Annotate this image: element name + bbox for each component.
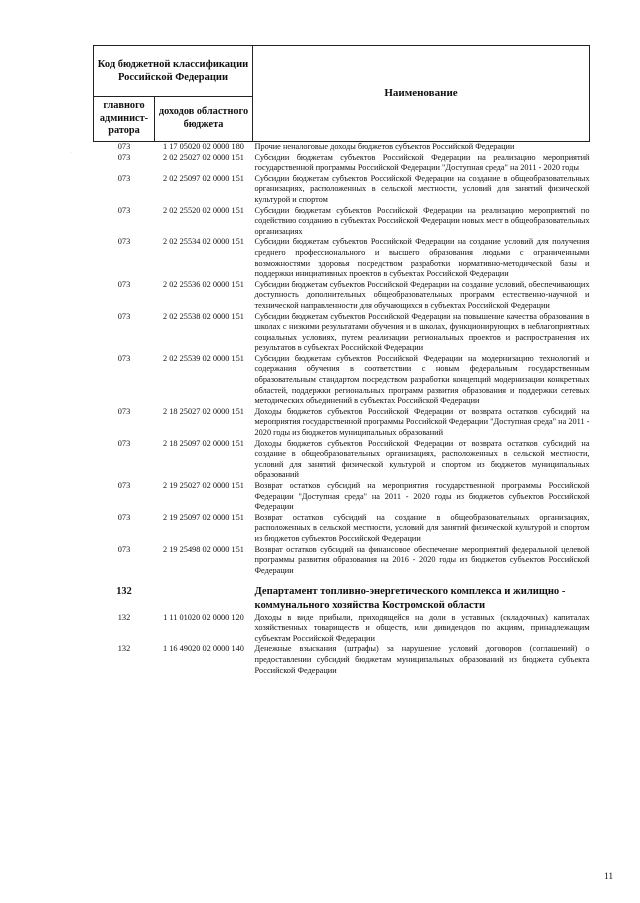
row-name: Прочие неналоговые доходы бюджетов субъектов Российской Федерации	[254, 142, 515, 151]
income-code: 2 02 25520 02 0000 151	[163, 205, 244, 215]
table-header	[94, 46, 590, 142]
income-code: 2 02 25534 02 0000 151	[163, 237, 244, 247]
row-name: Возврат остатков субсидий на финансовое обеспечение мероприятий федеральной целевой программы развития образования на 2016 - 2020 годы из бюджетов субъектов Российской Федерации	[254, 544, 590, 575]
row-name: Доходы в виде прибыли, приходящейся на доли в уставных (складочных) капиталах хозяйственных товариществ и обществ, или дивидендов по акциям, принадлежащим субъектам Российской Федерации	[254, 612, 590, 643]
income-code: 1 16 49020 02 0000 140	[163, 644, 244, 654]
table-row	[94, 142, 590, 153]
admin-code: 073	[117, 544, 131, 554]
income-code: 2 02 25539 02 0000 151	[163, 353, 244, 363]
admin-code: 073	[117, 152, 131, 162]
row-name: Субсидии бюджетам субъектов Российской Федерации на реализацию мероприятий государственной программы Российской Федерации "Доступная среда" на 2011 - 2020 годы	[254, 152, 590, 173]
income-code	[155, 576, 253, 612]
admin-code: 073	[117, 205, 131, 215]
table-body	[94, 142, 590, 677]
table-row	[94, 206, 590, 238]
row-name: Возврат остатков субсидий на мероприятия государственной программы Российской Федерации "Доступная среда" на 2011 - 2020 годы из бюджетов субъектов Российской Федерации	[254, 481, 590, 512]
admin-code: 073	[117, 173, 131, 183]
admin-code: 073	[117, 142, 131, 151]
admin-code: 073	[117, 481, 131, 490]
row-name: Субсидии бюджетам субъектов Российской Федерации на создание условий, обеспечивающих доступность дополнительных общеобразовательных программ естественно-научной и технической направленности для обучающихся в субъектах Российской Федерации	[254, 279, 590, 310]
admin-code: 073	[117, 438, 131, 448]
row-name: Субсидии бюджетам субъектов Российской Федерации на создание в общеобразовательных организациях, расположенных в сельской местности, условий для занятий физической культурой и спортом	[254, 173, 590, 204]
income-code: 2 02 25538 02 0000 151	[163, 311, 244, 321]
income-code: 2 02 25536 02 0000 151	[163, 279, 244, 289]
table-row	[94, 439, 590, 481]
table-row	[94, 513, 590, 545]
row-name: Субсидии бюджетам субъектов Российской Федерации на повышение качества образования в школах с низкими результатами обучения и в школах, функционирующих в неблагоприятных социальных условиях, путем реализации региональных проектов и распространения их результатов в субъектах Российской Федерации	[254, 311, 590, 353]
row-name: Департамент топливно-энергетического комплекса и жилищно - коммунального хозяйства Костромской области	[254, 586, 566, 611]
income-code: 1 17 05020 02 0000 180	[163, 142, 244, 151]
income-code: 2 19 25097 02 0000 151	[163, 512, 244, 522]
header-income: доходов областного бюджета	[155, 97, 253, 142]
table-row	[94, 407, 590, 439]
admin-code: 132	[117, 612, 131, 622]
row-name: Субсидии бюджетам субъектов Российской Федерации на модернизацию технологий и содержания обучения в соответствии с новым федеральным государственным образовательным стандартом посредством разработки концепций модернизации конкретных областей, поддержки региональных программ развития образования и поддержки сетевых методических объединений в субъектах Российской Федерации	[254, 353, 590, 406]
table-row	[94, 174, 590, 206]
page-number: 11	[604, 872, 614, 882]
header-name: Наименование	[253, 46, 590, 142]
income-code: 2 19 25027 02 0000 151	[163, 481, 244, 490]
section-row	[94, 576, 590, 612]
budget-classification-table	[93, 45, 590, 676]
row-name: Доходы бюджетов субъектов Российской Федерации от возврата остатков субсидий на мероприятия государственной программы Российской Федерации "Доступная среда" на 2011 - 2020 годы из бюджетов муниципальных образований	[254, 406, 590, 438]
header-admin: главного админист-ратора	[94, 97, 155, 142]
header-group-label: Код бюджетной классификации Российской Федерации	[94, 46, 253, 97]
table-row	[94, 354, 590, 407]
table-row	[94, 644, 590, 676]
row-name: Субсидии бюджетам субъектов Российской Федерации на создание условий для получения среднего профессионального и высшего образования людьми с ограниченными возможностями здоровья посредством разработки нормативно-методической базы и поддержки инициативных проектов в субъектах Российской Федерации	[254, 237, 590, 279]
income-code: 2 02 25097 02 0000 151	[163, 173, 244, 183]
admin-code: 073	[117, 353, 131, 363]
income-code: 2 18 25027 02 0000 151	[163, 406, 244, 416]
table-row	[94, 545, 590, 577]
row-name: Доходы бюджетов субъектов Российской Федерации от возврата остатков субсидий на создание в общеобразовательных организациях, расположенных в сельской местности, условий для занятий физической культурой и спортом из бюджетов муниципальных образований	[254, 438, 590, 480]
income-code: 2 02 25027 02 0000 151	[163, 152, 244, 162]
table-row	[94, 613, 590, 645]
admin-code: 132	[117, 644, 131, 654]
income-code: 2 18 25097 02 0000 151	[163, 438, 244, 448]
table-row	[94, 153, 590, 174]
income-code: 2 19 25498 02 0000 151	[163, 544, 244, 554]
row-name: Субсидии бюджетам субъектов Российской Федерации на реализацию мероприятий по содействию созданию в субъектах Российской Федерации новых мест в общеобразовательных организациях	[254, 205, 590, 236]
admin-code: 132	[116, 586, 132, 598]
income-code: 1 11 01020 02 0000 120	[163, 612, 244, 622]
admin-code: 073	[117, 237, 131, 247]
row-name: Денежные взыскания (штрафы) за нарушение условий договоров (соглашений) о предоставлении субсидий бюджетам муниципальных образований из бюджета субъекта Российской Федерации	[254, 644, 590, 675]
table-row	[94, 237, 590, 279]
admin-code: 073	[117, 311, 131, 321]
row-name: Возврат остатков субсидий на создание в общеобразовательных организациях, расположенных в сельской местности, условий для занятий физической культурой и спортом из бюджетов субъектов Российской Федерации	[254, 512, 590, 543]
table-row	[94, 481, 590, 513]
admin-code: 073	[117, 406, 131, 416]
admin-code: 073	[117, 279, 131, 289]
admin-code: 073	[117, 512, 131, 522]
scan-mark: ·	[70, 150, 72, 156]
table-row	[94, 280, 590, 312]
table-row	[94, 312, 590, 354]
